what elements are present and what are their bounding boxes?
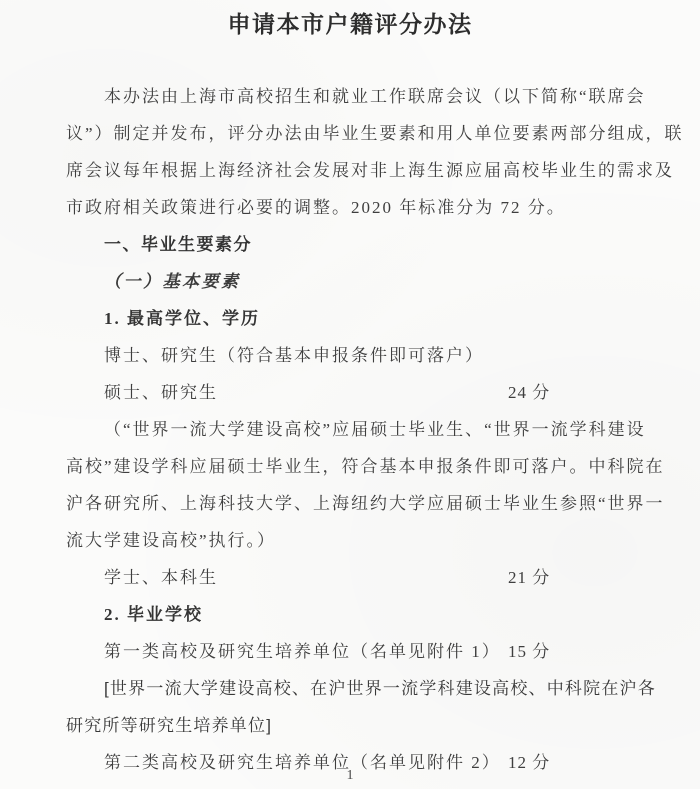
score-value: 12 分	[508, 753, 551, 772]
page-number: 1	[346, 768, 354, 783]
document-line: 流大学建设高校”执行。）	[66, 531, 277, 550]
document-line: 一、毕业生要素分	[104, 235, 252, 254]
document-line: 2. 毕业学校	[104, 605, 203, 624]
document-title: 申请本市户籍评分办法	[227, 11, 473, 37]
document-body	[66, 78, 684, 781]
document-line: 市政府相关政策进行必要的调整。2020 年标准分为 72 分。	[66, 198, 566, 217]
document-line: （“世界一流大学建设高校”应届硕士毕业生、“世界一流学科建设	[104, 420, 646, 439]
document-line: （一）基本要素	[104, 272, 241, 291]
document-line: 沪各研究所、上海科技大学、上海纽约大学应届硕士毕业生参照“世界一	[66, 494, 665, 513]
document-line: 第二类高校及研究生培养单位（名单见附件 2） 12 分	[66, 744, 656, 781]
document-line: 议”）制定并发布，评分办法由毕业生要素和用人单位要素两部分组成，联	[66, 124, 684, 143]
document-line: [世界一流大学建设高校、在沪世界一流学科建设高校、中科院在沪各	[104, 679, 656, 698]
document-line: 席会议每年根据上海经济社会发展对非上海生源应届高校毕业生的需求及	[66, 161, 674, 180]
document-line: 博士、研究生（符合基本申报条件即可落户）	[104, 346, 484, 365]
document-line: 第一类高校及研究生培养单位（名单见附件 1） 15 分	[66, 633, 656, 670]
score-value: 24 分	[508, 383, 551, 402]
document-line: 学士、本科生 21 分	[66, 559, 656, 596]
score-value: 15 分	[508, 642, 551, 661]
document-line: 1. 最高学位、学历	[104, 309, 260, 328]
document-line: 硕士、研究生 24 分	[66, 374, 656, 411]
document-line: 本办法由上海市高校招生和就业工作联席会议（以下简称“联席会	[104, 87, 646, 106]
score-value: 21 分	[508, 568, 551, 587]
document-line: 高校”建设学科应届硕士毕业生，符合基本申报条件即可落户。中科院在	[66, 457, 665, 476]
document-line: 研究所等研究生培养单位]	[66, 716, 273, 735]
